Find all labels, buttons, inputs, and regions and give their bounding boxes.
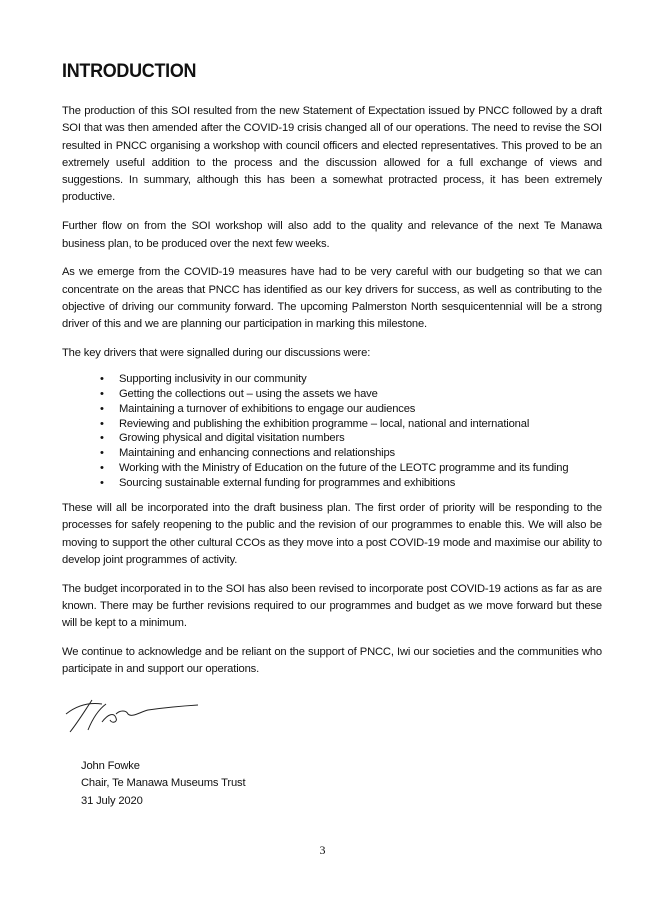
page-title: INTRODUCTION — [62, 60, 197, 82]
paragraph-business-plan: These will all be incorporated into the draft business plan. The first order of priority will be responding to the processes for safely reopening to the public and the revision of our programmes to enable this. We will also be moving to support the other cultural CCOs as they move into a post COVID-19 mode and maximise our ability to develop joint programmes of activity. — [62, 502, 602, 566]
paragraph-acknowledgement: We continue to acknowledge and be reliant on the support of PNCC, Iwi our societies and the communities who participate in and support our operations. — [62, 646, 602, 676]
list-item: • Maintaining a turnover of exhibitions to engage our audiences — [119, 402, 602, 417]
document-body — [62, 103, 602, 690]
list-item: • Supporting inclusivity in our community — [119, 372, 602, 387]
signer-name: John Fowke — [81, 760, 140, 772]
paragraph-production: The production of this SOI resulted from the new Statement of Expectation issued by PNCC followed by a draft SOI that was then amended after the COVID-19 crisis changed all of our operations. The need to revise the SOI resulted in PNCC organising a workshop with council officers and elected representatives. This proved to be an extremely useful addition to the process and the discussion allowed for a full exchange of views and suggestions. In summary, although this has been a somewhat protracted process, it has been extremely productive. — [62, 105, 602, 204]
list-item: • Sourcing sustainable external funding for programmes and exhibitions — [119, 476, 602, 491]
paragraph-budget: The budget incorporated in to the SOI has also been revised to incorporate post COVID-19 actions as far as are known. There may be further revisions required to our programmes and budget as we move forward but these will be kept to a minimum. — [62, 582, 602, 630]
paragraph-key-drivers-intro: The key drivers that were signalled during our discussions were: — [62, 347, 371, 360]
signer-title: Chair, Te Manawa Museums Trust — [81, 777, 246, 790]
list-item: • Working with the Ministry of Education on the future of the LEOTC programme and its funding — [119, 461, 602, 476]
signature-date: 31 July 2020 — [81, 794, 143, 807]
list-item: • Reviewing and publishing the exhibition programme – local, national and international — [119, 417, 602, 432]
handwritten-signature — [62, 692, 202, 740]
paragraph-covid-budgeting: As we emerge from the COVID-19 measures have had to be very careful with our budgeting so that we can concentrate on the areas that PNCC has identified as our key drivers for success, as well as contributing to the objective of driving our community forward. The upcoming Palmerston North sesquicentennial will be a strong driver of this and we are planning our participation in marking this milestone. — [62, 266, 602, 331]
list-item: • Maintaining and enhancing connections and relationships — [119, 446, 602, 461]
key-drivers-list — [62, 372, 602, 491]
list-item: • Growing physical and digital visitation numbers — [119, 431, 602, 446]
paragraph-workshop-flow: Further flow on from the SOI workshop will also add to the quality and relevance of the next Te Manawa business plan, to be produced over the next few weeks. — [62, 220, 602, 250]
signature-block — [81, 758, 245, 810]
list-item: • Getting the collections out – using the assets we have — [119, 387, 602, 402]
page-number: 3 — [319, 843, 326, 857]
